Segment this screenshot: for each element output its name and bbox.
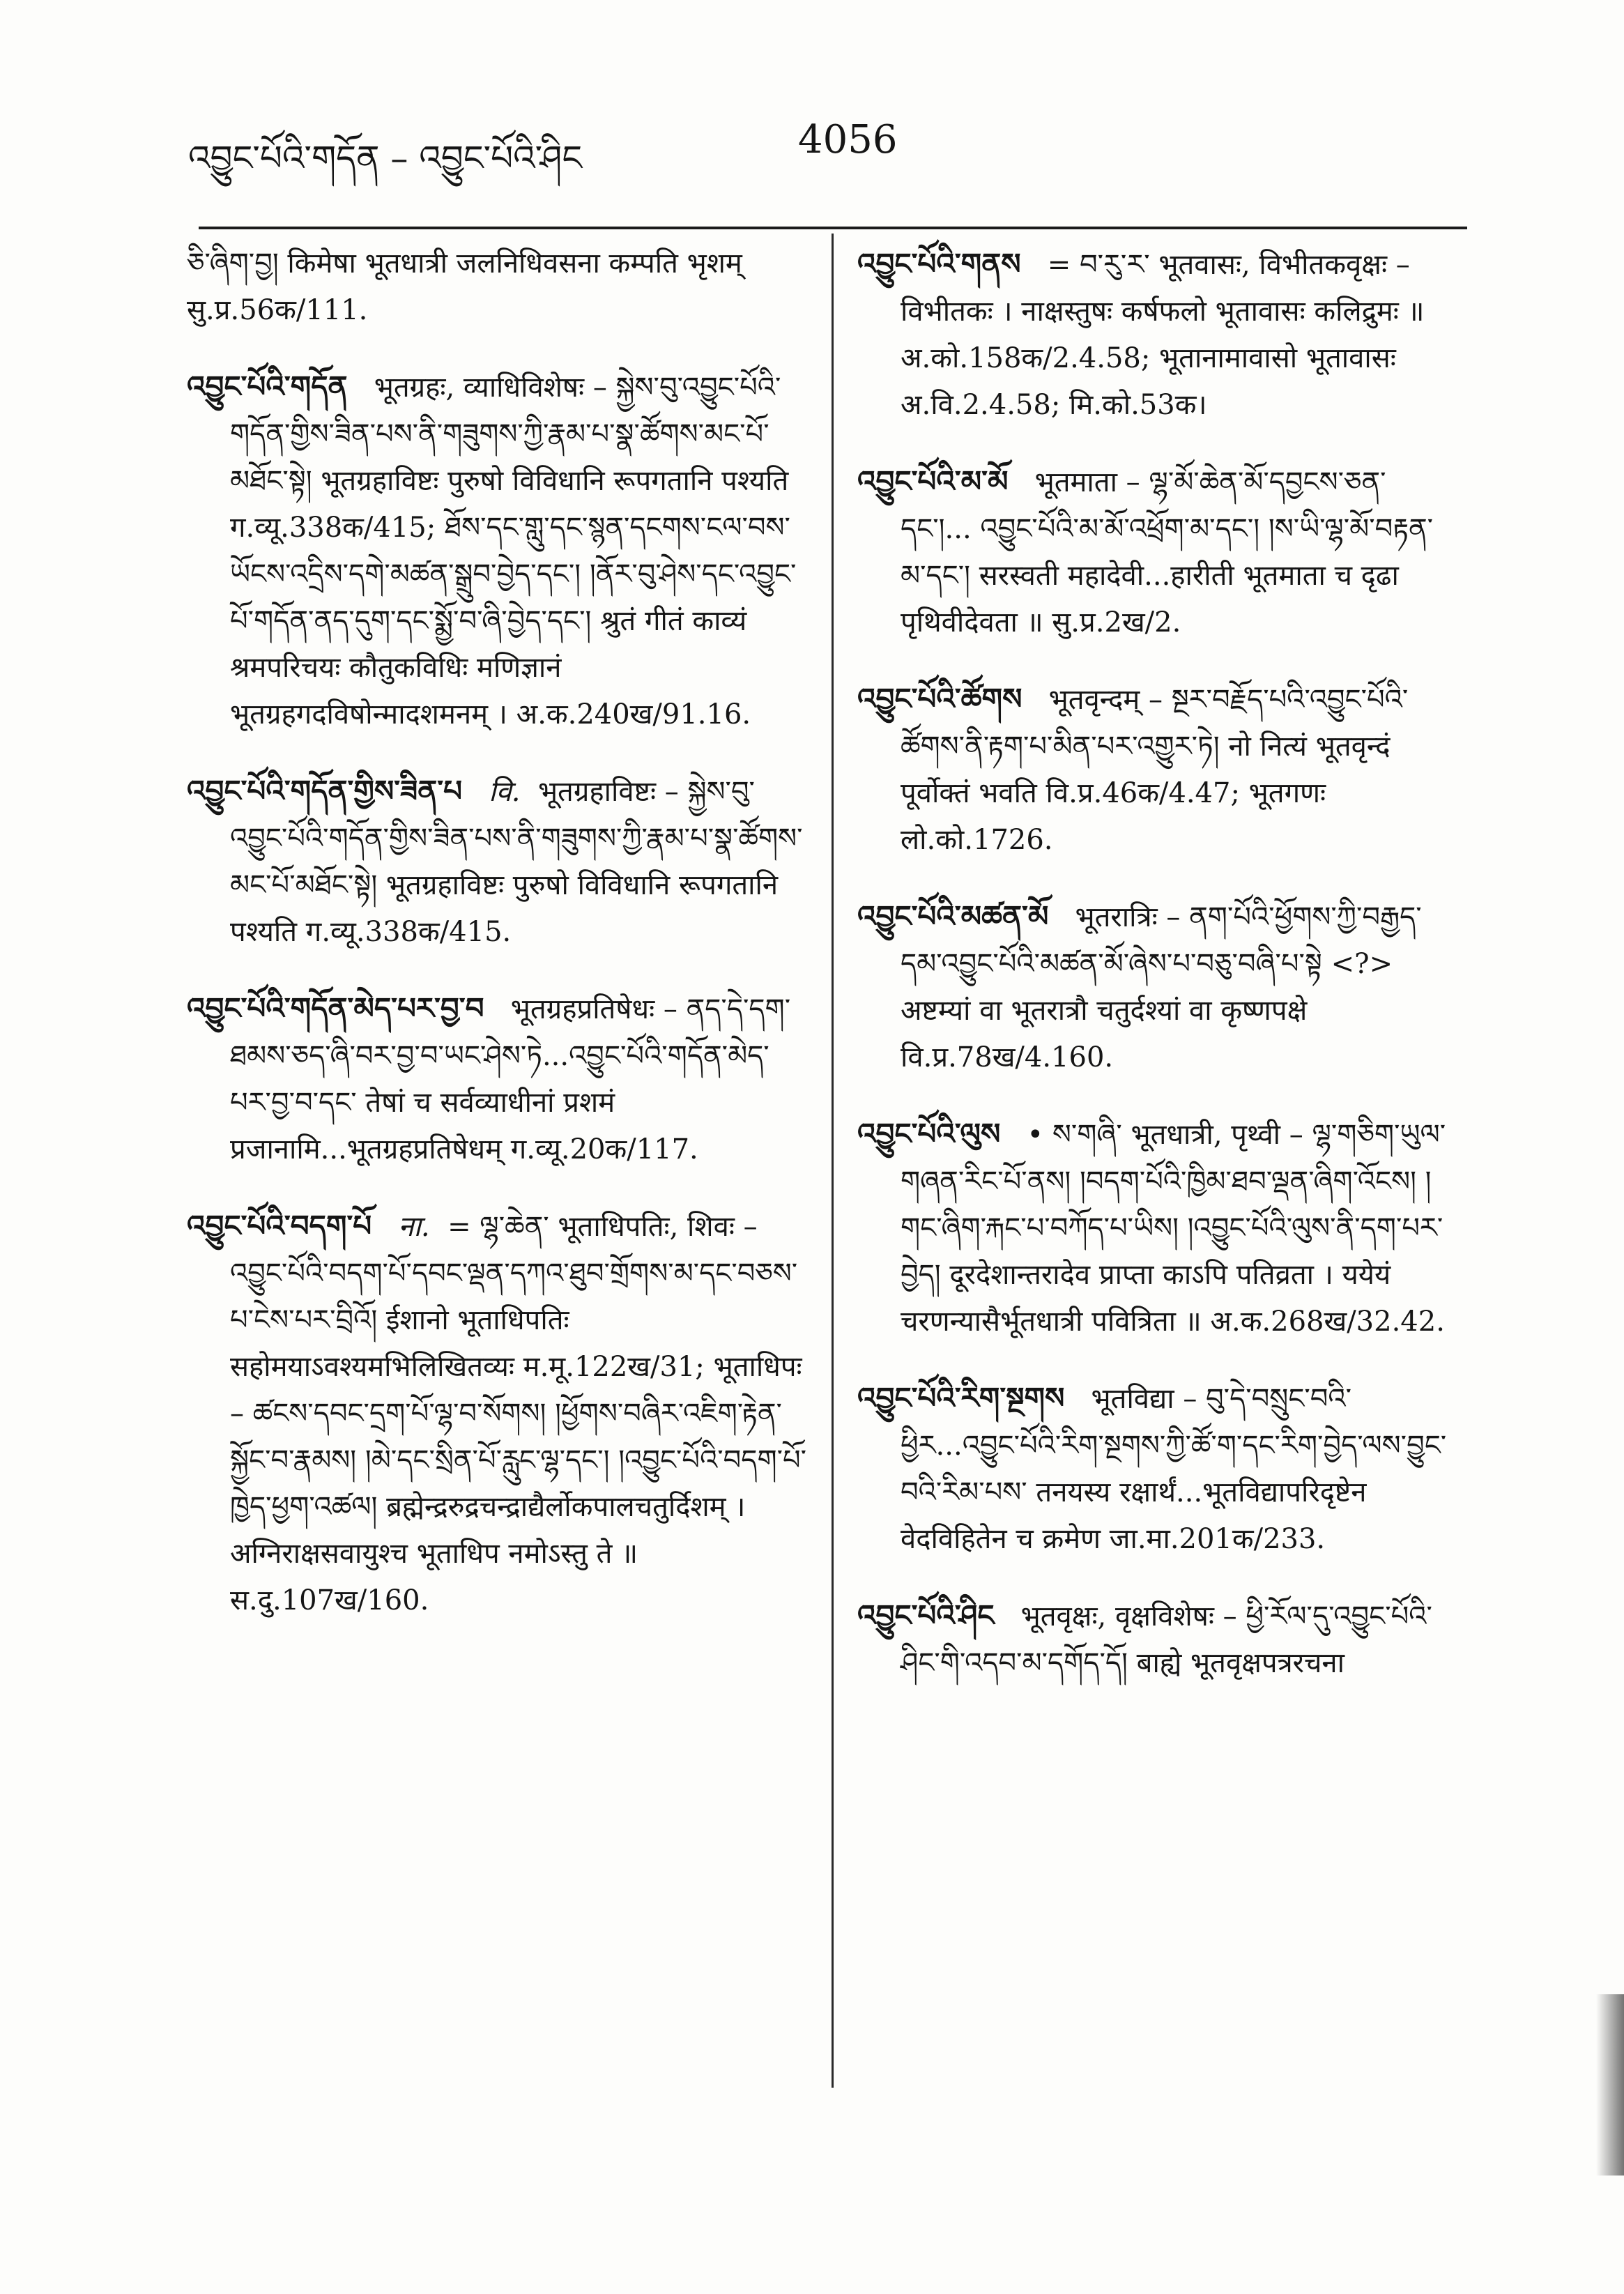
- scan-edge-shadow: [1596, 1994, 1624, 2176]
- entry-body: = ལྷ་ཆེན་ भूताधिपतिः, शिवः – འབྱུང་པོའི་བདག་པོ་དབང་ལྡན་དཀའ་ཐུབ་གྲོགས་མ་དང་བཅས་པ་ངེས་པར་བྲིའོ། ईशानो भूताधिपतिः सहोमयाऽवश्यमभिलिखितव्यः म.मू.122ख/31; भूताधिपः – ཚངས་དབང་དྲག་པོ་ལྷ་བ་སོགས། །ཕྱོགས་བཞིར་འཇིག་རྟེན་སྐྱོང་བ་རྣམས། །མེ་དང་སྲིན་པོ་རླུང་ལྷ་དང་། །འབྱུང་པོའི་བདག་པོ་ཁྱེད་ཕྱག་འཚལ། ब्रह्मेन्द्ररुद्रचन्द्राद्यैर्लोकपालचतुर्दिशम् । अग्निराक्षसवायुश्च भूताधिप नमोऽस्तु ते ॥ स.दु.107ख/160.: [230, 1211, 807, 1616]
- entry-headword: འབྱུང་པོའི་གདོན: [187, 369, 348, 404]
- entry-body: भूतग्रहः, व्याधिविशेषः – སྐྱེས་བུ་འབྱུང་པོའི་གདོན་གྱིས་ཟིན་པས་ནི་གཟུགས་ཀྱི་རྣམ་པ་སྣ་ཚོགས་མང་པོ་མཐོང་སྟེ། भूतग्रहाविष्टः पुरुषो विविधानि रूपगतानि पश्यति ग.व्यू.338क/415; ཐོས་དང་གླུ་དང་སྙན་དངགས་ངལ་བས་ཡོངས་འདྲིས་དགེ་མཚན་སྒྲུབ་བྱེད་དང་། །ནོར་བུ་ཤེས་དང་འབྱུང་པོ་གདོན་ནད་དུག་དང་སྨྱོ་བ་ཞི་བྱེད་དང་། श्रुतं गीतं काव्यं श्रमपरिचयः कौतुकविधिः मणिज्ञानं भूतग्रहगदविषोन्मादशमनम् । अ.क.240ख/91.16.: [230, 372, 797, 731]
- entry-body: = བ་རུ་ར་ भूतवासः, विभीतकवृक्षः – विभीतकः । नाक्षस्तुषः कर्षफलो भूतावासः कलिद्रुमः ॥ अ.को.158क/2.4.58; भूतानामावासो भूतावासः अ.वि.2.4.58; मि.को.53क।: [901, 249, 1425, 421]
- entry-body: भूतग्रहप्रतिषेधः – ནད་དེ་དག་ཐམས་ཅད་ཞི་བར་བྱ་བ་ཡང་ཤེས་ཏེ...འབྱུང་པོའི་གདོན་མེད་པར་བྱ་བ་དང་ तेषां च सर्वव्याधीनां प्रशमं प्रजानामि...भूतग्रहप्रतिषेधम् ग.व्यू.20क/117.: [230, 993, 791, 1165]
- entry-body: भूतवृन्दम् – སྔར་བརྗོད་པའི་འབྱུང་པོའི་ཚོགས་ནི་རྟག་པ་མིན་པར་འགྱུར་ཏེ། नो नित्यं भूतवृन्दं पूर्वोक्तं भवति वि.प्र.46क/4.47; भूतगणः लो.को.1726.: [901, 684, 1409, 856]
- entry-body: भूतरात्रिः – ནག་པོའི་ཕྱོགས་ཀྱི་བརྒྱད་དམ་འབྱུང་པོའི་མཚན་མོ་ཞེས་པ་བཅུ་བཞི་པ་སྟེ <?> अष्टम्यां वा भूतरात्रौ चतुर्दश्यां वा कृष्णपक्षे वि.प्र.78ख/4.160.: [901, 901, 1422, 1073]
- entry-headword: འབྱུང་པོའི་ཤིང: [857, 1598, 995, 1632]
- entry-headword: འབྱུང་པོའི་གདོན་གྱིས་ཟིན་པ: [187, 774, 463, 808]
- entry: [857, 458, 1457, 646]
- entry: [187, 240, 807, 334]
- entry: [857, 675, 1457, 864]
- entry-headword: འབྱུང་པོའི་མ་མོ: [857, 464, 1009, 498]
- entry: [187, 985, 807, 1173]
- entry-headword: འབྱུང་པོའི་བདག་པོ: [187, 1209, 372, 1243]
- entry: [187, 1202, 807, 1624]
- entry: [857, 893, 1457, 1081]
- entry-body: भूतमाता – ལྷ་མོ་ཆེན་མོ་དབྱངས་ཅན་དང་།... འབྱུང་པོའི་མ་མོ་འཕྲོག་མ་དང་། །ས་ཡི་ལྷ་མོ་བརྟན་མ་དང་། सरस्वती महादेवी...हारीती भूतमाता च दृढा पृथिवीदेवता ॥ सु.प्र.2ख/2.: [901, 466, 1434, 639]
- entry: [857, 1110, 1457, 1345]
- entry-body: भूतग्रहाविष्टः – སྐྱེས་བུ་འབྱུང་པོའི་གདོན་གྱིས་ཟིན་པས་ནི་གཟུགས་ཀྱི་རྣམ་པ་སྣ་ཚོགས་མང་པོ་མཐོང་སྟེ། भूतग्रहाविष्टः पुरुषो विविधानि रूपगतानि पश्यति ग.व्यू.338क/415.: [230, 776, 803, 948]
- entry-body: भूतवृक्षः, वृक्षविशेषः – ཕྱི་རོལ་དུ་འབྱུང་པོའི་ཤིང་གི་འདབ་མ་དགོད་དོ། बाह्ये भूतवृक्षपत्ररचना: [901, 1600, 1432, 1679]
- entry-headword: འབྱུང་པོའི་རིག་སྔགས: [857, 1381, 1065, 1415]
- entry: [187, 363, 807, 738]
- column-divider: [832, 234, 834, 2088]
- left-column: [187, 240, 807, 1653]
- entry: [857, 1592, 1457, 1687]
- entry-headword: འབྱུང་པོའི་ཚོགས: [857, 682, 1022, 716]
- entry: [857, 1375, 1457, 1563]
- entry-body: ཅི་ཞིག་བྱ། किमेषा भूतधात्री जलनिधिवसना कम्पति भृशम् सु.प्र.56क/111.: [187, 247, 742, 326]
- entry-body: • ས་གཞི་ भूतधात्री, पृथ्वी – ལྷ་གཅིག་ཡུལ་གཞན་རིང་པོ་ནས། །བདག་པོའི་ཁྱིམ་ཐབ་ལྡན་ཞིག་འོངས། །གང་ཞིག་རྐང་པ་བཀོད་པ་ཡིས། །འབྱུང་པོའི་ལུས་ནི་དག་པར་བྱེད། दूरदेशान्तरादेव प्राप्ता काऽपि पतिव्रता । ययेयं चरणन्यासैर्भूतधात्री पवित्रिता ॥ अ.क.268ख/32.42.: [901, 1119, 1446, 1338]
- grammar-label: ना.: [398, 1211, 430, 1243]
- entry-headword: འབྱུང་པོའི་གནས: [857, 247, 1021, 281]
- entry: [857, 240, 1457, 429]
- entry-headword: འབྱུང་པོའི་གདོན་མེད་པར་བྱ་བ: [187, 991, 484, 1025]
- entry-headword: འབྱུང་པོའི་ལུས: [857, 1117, 1001, 1151]
- entry-headword: འབྱུང་པོའི་མཚན་མོ: [857, 899, 1049, 933]
- grammar-label: वि.: [489, 776, 521, 808]
- page-header: [188, 105, 1464, 181]
- header-rule: [199, 227, 1467, 229]
- page-number: 4056: [798, 117, 898, 162]
- right-column: [857, 240, 1457, 1716]
- entry-body: भूतविद्या – བུ་དེ་བསྲུང་བའི་ཕྱིར...འབྱུང་པོའི་རིག་སྔགས་ཀྱི་ཚོ་ག་དང་རིག་བྱེད་ལས་བྱུང་བའི་རིམ་པས་ तनयस्य रक्षार्थं...भूतविद्यापरिदृष्टेन वेदविहितेन च क्रमेण जा.मा.201क/233.: [901, 1383, 1447, 1555]
- entry: [187, 767, 807, 956]
- header-guide-words: འབྱུང་པོའི་གདོན – འབྱུང་པོའི་ཤིང: [188, 138, 583, 178]
